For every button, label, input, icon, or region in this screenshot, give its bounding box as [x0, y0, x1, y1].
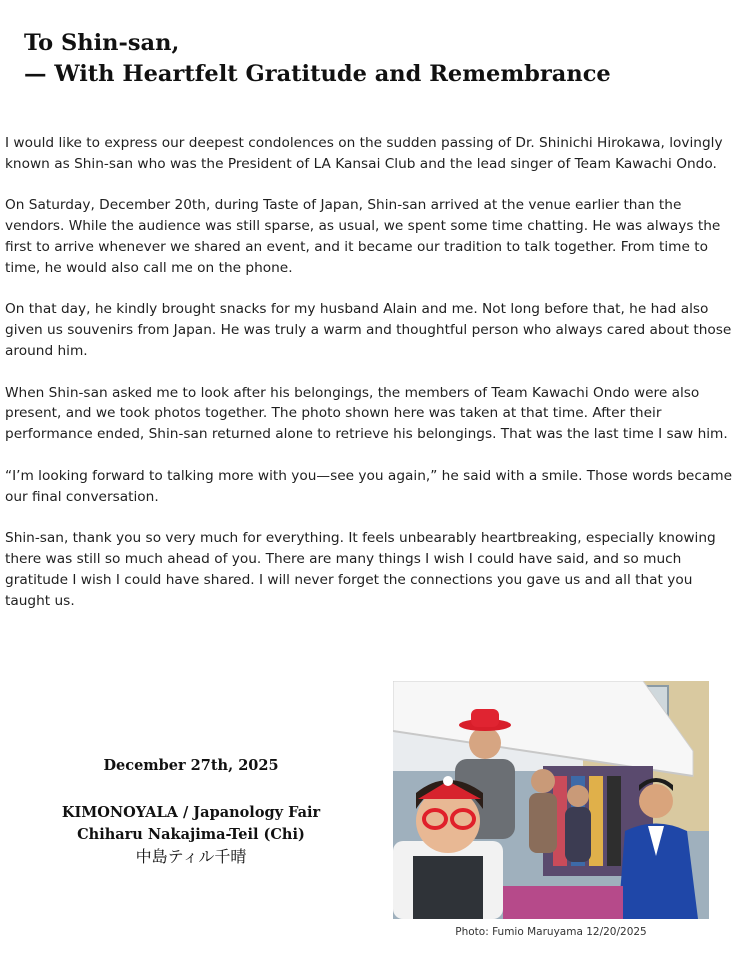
- signature-date: December 27th, 2025: [103, 757, 279, 774]
- signature-name-japanese: 中島ティル千晴: [135, 847, 247, 866]
- photo-caption: Photo: Fumio Maruyama 12/20/2025: [455, 926, 647, 938]
- middle-person-face: [531, 769, 555, 793]
- paragraph-taste-of-japan: On Saturday, December 20th, during Taste of Japan, Shin-san arrived at the venue earlier than the vendors. While the audience was still sparse, as usual, we spent some time chatting. He was always the first to arrive whenever we shared an event, and it became our tradition to talk together. From time to time, he would also call me on the phone.: [5, 197, 721, 276]
- red-hat-crown: [471, 709, 499, 727]
- title-line-2: — With Heartfelt Gratitude and Remembrance: [24, 61, 611, 87]
- letter-body: [5, 133, 741, 632]
- man-right-face: [639, 784, 673, 818]
- paragraph-thanks: Shin-san, thank you so very much for everything. It feels unbearably heartbreaking, especially knowing there was still so much ahead of you. There are many things I wish I could have said, and so much gratitude I wish I could have shared. I will never forget the connections you gave us and all that you taught us.: [5, 530, 716, 609]
- pink-bag: [503, 886, 623, 919]
- group-photo-illustration: [393, 681, 709, 919]
- paragraph-final-words: “I’m looking forward to talking more with you—see you again,” he said with a smile. Those words became our final conversation.: [5, 467, 733, 505]
- man-face: [469, 727, 501, 759]
- paragraph-condolences: I would like to express our deepest condolences on the sudden passing of Dr. Shinichi Hirokawa, lovingly known as Shin-san who was the President of LA Kansai Club and the lead singer of Team Kawachi Ondo.: [5, 135, 723, 172]
- letter-title: [24, 28, 611, 90]
- paragraph-photos: When Shin-san asked me to look after his belongings, the members of Team Kawachi Ondo were also present, and we took photos together. The photo shown here was taken at that time. After their performance ended, Shin-san returned alone to retrieve his belongings. That was the last time I saw him.: [5, 384, 728, 443]
- paragraph-snacks: On that day, he kindly brought snacks for my husband Alain and me. Not long before that, he had also given us souvenirs from Japan. He was truly a warm and thoughtful person who always cared about those around him.: [5, 301, 732, 359]
- group-photo: [393, 681, 709, 919]
- signature-name: Chiharu Nakajima-Teil (Chi): [77, 826, 305, 843]
- title-line-1: To Shin-san,: [24, 30, 180, 56]
- signature-block: [20, 802, 362, 868]
- signature-organization: KIMONOYALA / Japanology Fair: [61, 804, 321, 821]
- woman-top: [413, 856, 483, 919]
